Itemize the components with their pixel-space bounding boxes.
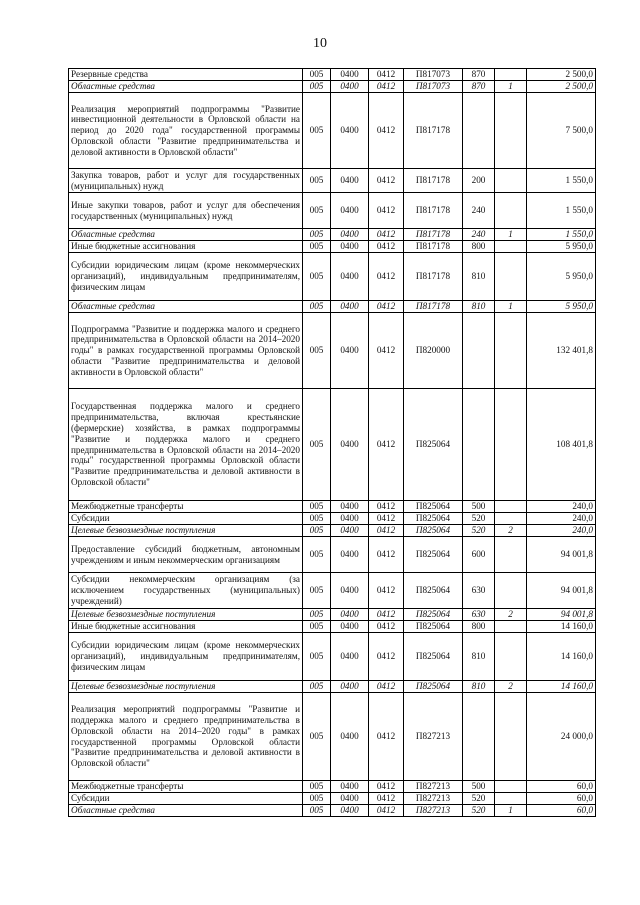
expense-type-code: 520 — [463, 525, 495, 537]
subsection-code: 0412 — [369, 693, 404, 781]
target-article-code: П817178 — [404, 193, 463, 229]
subsection-code: 0412 — [369, 301, 404, 313]
funding-source-code — [495, 253, 527, 301]
line-item-name: Областные средства — [69, 301, 303, 313]
department-code: 005 — [303, 513, 331, 525]
table-row — [69, 193, 596, 229]
section-code: 0400 — [331, 193, 369, 229]
line-item-name: Реализация мероприятий подпрограммы "Развитие инвестиционной деятельности в Орловской области на период до 2020 года" государственной программы Орловской области "Развитие предпринимательства и деловой активности в Орловской области" — [69, 93, 303, 169]
table-row — [69, 633, 596, 681]
funding-source-code — [495, 693, 527, 781]
line-item-name: Субсидии — [69, 513, 303, 525]
expense-type-code: 520 — [463, 793, 495, 805]
section-code: 0400 — [331, 241, 369, 253]
section-code: 0400 — [331, 389, 369, 501]
line-item-name: Реализация мероприятий подпрограммы "Развитие и поддержка малого и среднего предпринимательства в Орловской области на 2014–2020 годы" в рамках государственной программы Орловской области "Развитие предпринимательства и деловой активности в Орловской области" — [69, 693, 303, 781]
expense-type-code: 240 — [463, 193, 495, 229]
department-code: 005 — [303, 229, 331, 241]
expense-type-code — [463, 93, 495, 169]
funding-source-code — [495, 241, 527, 253]
section-code: 0400 — [331, 781, 369, 793]
amount: 240,0 — [527, 513, 596, 525]
section-code: 0400 — [331, 633, 369, 681]
subsection-code: 0412 — [369, 313, 404, 389]
funding-source-code — [495, 193, 527, 229]
target-article-code: П817178 — [404, 253, 463, 301]
department-code: 005 — [303, 621, 331, 633]
target-article-code: П817178 — [404, 241, 463, 253]
department-code: 005 — [303, 537, 331, 573]
amount: 5 950,0 — [527, 253, 596, 301]
table-row — [69, 301, 596, 313]
line-item-name: Целевые безвозмездные поступления — [69, 609, 303, 621]
section-code: 0400 — [331, 537, 369, 573]
expense-type-code: 520 — [463, 513, 495, 525]
department-code: 005 — [303, 169, 331, 193]
funding-source-code: 2 — [495, 525, 527, 537]
table-row — [69, 609, 596, 621]
target-article-code: П825064 — [404, 609, 463, 621]
section-code: 0400 — [331, 793, 369, 805]
department-code: 005 — [303, 301, 331, 313]
table-row — [69, 525, 596, 537]
amount: 1 550,0 — [527, 193, 596, 229]
department-code: 005 — [303, 525, 331, 537]
line-item-name: Межбюджетные трансферты — [69, 501, 303, 513]
section-code: 0400 — [331, 69, 369, 81]
amount: 5 950,0 — [527, 241, 596, 253]
target-article-code: П825064 — [404, 501, 463, 513]
table-row — [69, 537, 596, 573]
funding-source-code: 1 — [495, 301, 527, 313]
amount: 2 500,0 — [527, 69, 596, 81]
expense-type-code: 500 — [463, 501, 495, 513]
subsection-code: 0412 — [369, 573, 404, 609]
table-row — [69, 93, 596, 169]
table-row — [69, 681, 596, 693]
target-article-code: П827213 — [404, 693, 463, 781]
funding-source-code — [495, 169, 527, 193]
funding-source-code — [495, 501, 527, 513]
page-number: 10 — [313, 36, 327, 51]
funding-source-code — [495, 389, 527, 501]
funding-source-code: 1 — [495, 805, 527, 817]
target-article-code: П827213 — [404, 805, 463, 817]
line-item-name: Субсидии юридическим лицам (кроме некоммерческих организаций), индивидуальным предпринимателям, физическим лицам — [69, 253, 303, 301]
funding-source-code — [495, 537, 527, 573]
line-item-name: Субсидии юридическим лицам (кроме некоммерческих организаций), индивидуальным предпринимателям, физическим лицам — [69, 633, 303, 681]
department-code: 005 — [303, 573, 331, 609]
expense-type-code: 240 — [463, 229, 495, 241]
expense-type-code: 800 — [463, 241, 495, 253]
funding-source-code — [495, 633, 527, 681]
department-code: 005 — [303, 681, 331, 693]
subsection-code: 0412 — [369, 81, 404, 93]
department-code: 005 — [303, 81, 331, 93]
table-row — [69, 241, 596, 253]
line-item-name: Субсидии некоммерческим организациям (за исключением государственных (муниципальных) учреждений) — [69, 573, 303, 609]
funding-source-code — [495, 781, 527, 793]
line-item-name: Субсидии — [69, 793, 303, 805]
funding-source-code: 1 — [495, 81, 527, 93]
funding-source-code — [495, 793, 527, 805]
line-item-name: Закупка товаров, работ и услуг для государственных (муниципальных) нужд — [69, 169, 303, 193]
department-code: 005 — [303, 633, 331, 681]
line-item-name: Межбюджетные трансферты — [69, 781, 303, 793]
line-item-name: Областные средства — [69, 805, 303, 817]
table-row — [69, 693, 596, 781]
section-code: 0400 — [331, 501, 369, 513]
section-code: 0400 — [331, 81, 369, 93]
expense-type-code: 500 — [463, 781, 495, 793]
amount: 14 160,0 — [527, 681, 596, 693]
funding-source-code — [495, 313, 527, 389]
target-article-code: П817073 — [404, 81, 463, 93]
subsection-code: 0412 — [369, 537, 404, 573]
table-row — [69, 805, 596, 817]
amount: 7 500,0 — [527, 93, 596, 169]
subsection-code: 0412 — [369, 621, 404, 633]
subsection-code: 0412 — [369, 253, 404, 301]
subsection-code: 0412 — [369, 241, 404, 253]
amount: 60,0 — [527, 805, 596, 817]
expense-type-code: 810 — [463, 253, 495, 301]
line-item-name: Предоставление субсидий бюджетным, автономным учреждениям и иным некоммерческим организациям — [69, 537, 303, 573]
amount: 14 160,0 — [527, 633, 596, 681]
section-code: 0400 — [331, 93, 369, 169]
target-article-code: П825064 — [404, 525, 463, 537]
section-code: 0400 — [331, 253, 369, 301]
line-item-name: Целевые безвозмездные поступления — [69, 681, 303, 693]
amount: 24 000,0 — [527, 693, 596, 781]
table-row — [69, 169, 596, 193]
target-article-code: П825064 — [404, 513, 463, 525]
expense-type-code: 870 — [463, 69, 495, 81]
line-item-name: Иные бюджетные ассигнования — [69, 621, 303, 633]
expense-type-code: 870 — [463, 81, 495, 93]
table-row — [69, 501, 596, 513]
amount: 94 001,8 — [527, 537, 596, 573]
amount: 240,0 — [527, 525, 596, 537]
table-row — [69, 573, 596, 609]
funding-source-code — [495, 513, 527, 525]
target-article-code: П825064 — [404, 389, 463, 501]
section-code: 0400 — [331, 693, 369, 781]
table-row — [69, 253, 596, 301]
subsection-code: 0412 — [369, 609, 404, 621]
subsection-code: 0412 — [369, 389, 404, 501]
section-code: 0400 — [331, 805, 369, 817]
target-article-code: П817178 — [404, 229, 463, 241]
section-code: 0400 — [331, 609, 369, 621]
expense-type-code: 810 — [463, 681, 495, 693]
target-article-code: П825064 — [404, 537, 463, 573]
amount: 240,0 — [527, 501, 596, 513]
amount: 1 550,0 — [527, 229, 596, 241]
funding-source-code — [495, 69, 527, 81]
target-article-code: П817178 — [404, 93, 463, 169]
department-code: 005 — [303, 609, 331, 621]
section-code: 0400 — [331, 573, 369, 609]
funding-source-code: 2 — [495, 609, 527, 621]
table-row — [69, 313, 596, 389]
funding-source-code: 1 — [495, 229, 527, 241]
table-row — [69, 389, 596, 501]
line-item-name: Государственная поддержка малого и среднего предпринимательства, включая крестьянские (фермерские) хозяйства, в рамках подпрограммы "Развитие и поддержка малого и среднего предпринимательства в Орловской области на 2014–2020 годы" государственной программы Орловской области "Развитие предпринимательства и деловой активности в Орловской области" — [69, 389, 303, 501]
subsection-code: 0412 — [369, 805, 404, 817]
expense-type-code — [463, 389, 495, 501]
section-code: 0400 — [331, 621, 369, 633]
section-code: 0400 — [331, 169, 369, 193]
amount: 60,0 — [527, 793, 596, 805]
funding-source-code — [495, 93, 527, 169]
subsection-code: 0412 — [369, 501, 404, 513]
table-row — [69, 781, 596, 793]
expense-type-code: 810 — [463, 301, 495, 313]
department-code: 005 — [303, 313, 331, 389]
line-item-name: Резервные средства — [69, 69, 303, 81]
department-code: 005 — [303, 693, 331, 781]
department-code: 005 — [303, 793, 331, 805]
funding-source-code — [495, 621, 527, 633]
target-article-code: П827213 — [404, 793, 463, 805]
expense-type-code: 630 — [463, 573, 495, 609]
subsection-code: 0412 — [369, 69, 404, 81]
target-article-code: П825064 — [404, 621, 463, 633]
amount: 94 001,8 — [527, 609, 596, 621]
subsection-code: 0412 — [369, 513, 404, 525]
section-code: 0400 — [331, 313, 369, 389]
section-code: 0400 — [331, 513, 369, 525]
amount: 14 160,0 — [527, 621, 596, 633]
table-row — [69, 229, 596, 241]
subsection-code: 0412 — [369, 633, 404, 681]
expense-type-code: 600 — [463, 537, 495, 573]
target-article-code: П820000 — [404, 313, 463, 389]
table-row — [69, 81, 596, 93]
funding-source-code: 2 — [495, 681, 527, 693]
target-article-code: П827213 — [404, 781, 463, 793]
expense-type-code: 200 — [463, 169, 495, 193]
subsection-code: 0412 — [369, 681, 404, 693]
department-code: 005 — [303, 253, 331, 301]
amount: 2 500,0 — [527, 81, 596, 93]
line-item-name: Иные бюджетные ассигнования — [69, 241, 303, 253]
department-code: 005 — [303, 805, 331, 817]
subsection-code: 0412 — [369, 229, 404, 241]
table-row — [69, 793, 596, 805]
target-article-code: П817178 — [404, 169, 463, 193]
section-code: 0400 — [331, 681, 369, 693]
subsection-code: 0412 — [369, 93, 404, 169]
expense-type-code — [463, 313, 495, 389]
amount: 60,0 — [527, 781, 596, 793]
target-article-code: П825064 — [404, 573, 463, 609]
department-code: 005 — [303, 241, 331, 253]
line-item-name: Подпрограмма "Развитие и поддержка малого и среднего предпринимательства в Орловской области на 2014–2020 годы" в рамках государственной программы Орловской области "Развитие предпринимательства и деловой активности в Орловской области" — [69, 313, 303, 389]
amount: 5 950,0 — [527, 301, 596, 313]
amount: 1 550,0 — [527, 169, 596, 193]
line-item-name: Иные закупки товаров, работ и услуг для обеспечения государственных (муниципальных) нужд — [69, 193, 303, 229]
department-code: 005 — [303, 93, 331, 169]
expense-type-code — [463, 693, 495, 781]
department-code: 005 — [303, 501, 331, 513]
table-row — [69, 69, 596, 81]
subsection-code: 0412 — [369, 793, 404, 805]
budget-table — [68, 68, 596, 817]
table-body — [69, 69, 596, 817]
subsection-code: 0412 — [369, 525, 404, 537]
target-article-code: П817073 — [404, 69, 463, 81]
line-item-name: Целевые безвозмездные поступления — [69, 525, 303, 537]
table-row — [69, 513, 596, 525]
subsection-code: 0412 — [369, 169, 404, 193]
department-code: 005 — [303, 389, 331, 501]
expense-type-code: 810 — [463, 633, 495, 681]
amount: 108 401,8 — [527, 389, 596, 501]
expense-type-code: 630 — [463, 609, 495, 621]
line-item-name: Областные средства — [69, 81, 303, 93]
section-code: 0400 — [331, 229, 369, 241]
section-code: 0400 — [331, 301, 369, 313]
amount: 94 001,8 — [527, 573, 596, 609]
table-row — [69, 621, 596, 633]
amount: 132 401,8 — [527, 313, 596, 389]
subsection-code: 0412 — [369, 193, 404, 229]
expense-type-code: 800 — [463, 621, 495, 633]
line-item-name: Областные средства — [69, 229, 303, 241]
expense-type-code: 520 — [463, 805, 495, 817]
funding-source-code — [495, 573, 527, 609]
target-article-code: П825064 — [404, 681, 463, 693]
department-code: 005 — [303, 193, 331, 229]
section-code: 0400 — [331, 525, 369, 537]
department-code: 005 — [303, 781, 331, 793]
target-article-code: П825064 — [404, 633, 463, 681]
department-code: 005 — [303, 69, 331, 81]
subsection-code: 0412 — [369, 781, 404, 793]
target-article-code: П817178 — [404, 301, 463, 313]
